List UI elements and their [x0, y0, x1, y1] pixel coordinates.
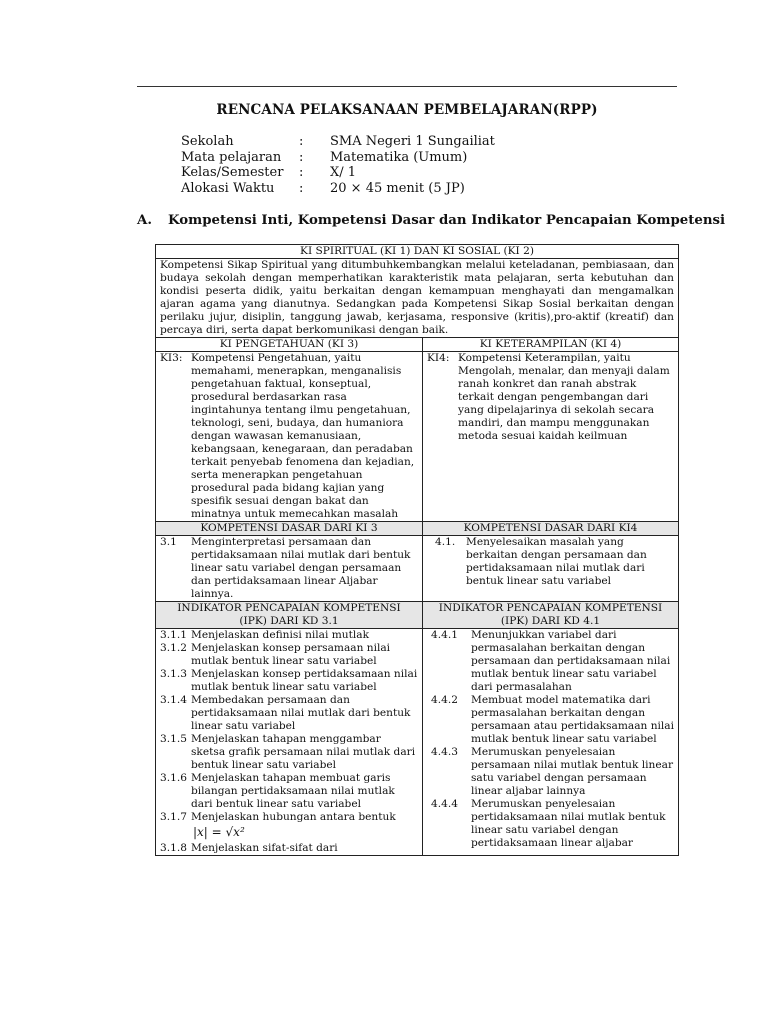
meta-value: SMA Negeri 1 Sungailiat	[330, 134, 495, 149]
ipk4-header-line2: (IPK) DARI KD 4.1	[500, 615, 601, 627]
ki4-label: KI4:	[427, 352, 450, 364]
ipk4-header	[423, 602, 679, 629]
ipk3-item	[160, 811, 418, 824]
ipk3-item	[160, 733, 418, 772]
ipk3-num: 3.1.4	[160, 694, 187, 706]
ki-spiritual-text: Kompetensi Sikap Spiritual yang ditumbuhkembangkan melalui keteladanan, pembiasaan, dan budaya sekolah dengan memperhatikan karakteristik mata pelajaran, serta kebutuhan dan kondisi peserta didik, yaitu berkaitan dengan kemampuan menghayati dan mengamalkan ajaran agama yang dianutnya. Sedangkan pada Kompetensi Sikap Sosial berkaitan dengan perilaku jujur, disiplin, tanggung jawab, kerjasama, responsive (kritis),pro-aktif (kreatif) dan percaya diri, serta dapat berkomunikasi dengan baik.	[156, 259, 679, 338]
ipk3-item	[160, 694, 418, 733]
meta-value: 20 × 45 menit (5 JP)	[330, 180, 465, 196]
ipk3-text: Menjelaskan tahapan menggambar sketsa grafik persamaan nilai mutlak dari bentuk linear satu variabel	[191, 733, 416, 771]
meta-value: X/ 1	[330, 165, 357, 180]
ipk3-item	[160, 668, 418, 694]
ipk3-num: 3.1.7	[160, 811, 187, 823]
ipk3-text: Menjelaskan konsep pertidaksamaan nilai mutlak bentuk linear satu variabel	[191, 668, 418, 693]
meta-key: Alokasi Waktu	[181, 180, 275, 196]
header-rule	[137, 86, 677, 87]
ipk4-text: Membuat model matematika dari permasalahan berkaitan dengan persamaan atau pertidaksamaan nilai mutlak bentuk linear satu variabel	[471, 694, 675, 745]
meta-key: Mata pelajaran	[181, 149, 282, 165]
competency-table	[155, 244, 679, 856]
ki3-header: KI PENGETAHUAN (KI 3)	[156, 338, 423, 352]
kd4-num: 4.1.	[435, 536, 456, 548]
meta-sep: :	[299, 180, 304, 196]
ki-spiritual-header: KI SPIRITUAL (KI 1) DAN KI SOSIAL (KI 2)	[156, 245, 679, 259]
ipk3-num: 3.1.5	[160, 733, 187, 745]
ki4-header: KI KETERAMPILAN (KI 4)	[423, 338, 679, 352]
ipk4-item	[427, 629, 674, 694]
ipk3-header	[156, 602, 423, 629]
kd3-header: KOMPETENSI DASAR DARI KI 3	[156, 522, 423, 536]
ipk3-num: 3.1.6	[160, 772, 187, 784]
ipk4-item	[427, 746, 674, 798]
meta-value: Matematika (Umum)	[330, 149, 468, 165]
ki3-text: Kompetensi Pengetahuan, yaitu memahami, menerapkan, menganalisis pengetahuan faktual, konseptual, prosedural berdasarkan rasa ingintahunya tentang ilmu pengetahuan, teknologi, seni, budaya, dan humaniora dengan wawasan kemanusiaan, kebangsaan, kenegaraan, dan peradaban terkait penyebab fenomena dan kejadian, serta menerapkan pengetahuan prosedural pada bidang kajian yang spesifik sesuai dengan bakat dan minatnya untuk memecahkan masalah	[191, 352, 415, 520]
ipk3-cell	[156, 629, 423, 856]
kd4-item	[427, 536, 674, 588]
section-title: Kompetensi Inti, Kompetensi Dasar dan Indikator Pencapaian Kompetensi	[168, 213, 726, 228]
ipk3-num: 3.1.2	[160, 642, 187, 654]
meta-sep: :	[299, 165, 304, 180]
ipk4-text: Merumuskan penyelesaian pertidaksamaan nilai mutlak bentuk linear satu variabel dengan pertidaksamaan linear aljabar	[471, 798, 666, 849]
ipk3-text: Menjelaskan hubungan antara bentuk	[191, 811, 396, 823]
kd4-text: Menyelesaikan masalah yang berkaitan dengan persamaan dan pertidaksamaan nilai mutlak dari bentuk linear satu variabel	[466, 536, 647, 587]
ki4-text: Kompetensi Keterampilan, yaitu Mengolah, menalar, dan menyaji dalam ranah konkret dan ranah abstrak terkait dengan pengembangan dari yang dipelajarinya di sekolah secara mandiri, dan mampu menggunakan metoda sesuai kaidah keilmuan	[458, 352, 670, 442]
ipk4-header-line1: INDIKATOR PENCAPAIAN KOMPETENSI	[438, 602, 663, 614]
meta-key: Kelas/Semester	[181, 165, 284, 180]
ki3-cell	[156, 352, 423, 522]
ipk3-item	[160, 642, 418, 668]
ipk3-text: Menjelaskan tahapan membuat garis bilangan pertidaksamaan nilai mutlak dari bentuk linear satu variabel	[191, 772, 395, 810]
ipk4-cell	[423, 629, 679, 856]
kd4-header: KOMPETENSI DASAR DARI KI4	[423, 522, 679, 536]
ipk4-item	[427, 798, 674, 850]
kd3-num: 3.1	[160, 536, 177, 548]
meta-row-alokasi	[181, 181, 495, 197]
section-letter: A.	[137, 213, 152, 228]
ipk4-num: 4.4.3	[431, 746, 458, 758]
meta-row-mapel	[181, 150, 495, 166]
ipk3-header-line1: INDIKATOR PENCAPAIAN KOMPETENSI	[177, 602, 401, 614]
ipk4-text: Menunjukkan variabel dari permasalahan berkaitan dengan persamaan dan pertidaksamaan nilai mutlak bentuk linear satu variabel dari permasalahan	[471, 629, 671, 693]
ipk3-text: Menjelaskan konsep persamaan nilai mutlak bentuk linear satu variabel	[191, 642, 391, 667]
ki3-item	[160, 352, 418, 521]
ipk4-num: 4.4.4	[431, 798, 458, 810]
kd3-text: Menginterpretasi persamaan dan pertidaksamaan nilai mutlak dari bentuk linear satu variabel dengan persamaan dan pertidaksamaan linear Aljabar lainnya.	[191, 536, 411, 600]
ipk4-text: Merumuskan penyelesaian persamaan nilai mutlak bentuk linear satu variabel dengan persamaan linear aljabar lainnya	[471, 746, 674, 797]
meta-sep: :	[299, 149, 304, 165]
ki3-label: KI3:	[160, 352, 183, 364]
formula-row	[160, 826, 418, 839]
ipk3-num: 3.1.3	[160, 668, 187, 680]
ipk3-item	[160, 842, 418, 855]
meta-sep: :	[299, 134, 304, 149]
ki4-cell	[423, 352, 679, 522]
kd3-cell	[156, 536, 423, 602]
ki4-item	[427, 352, 674, 443]
kd4-cell	[423, 536, 679, 602]
ipk3-header-line2: (IPK) DARI KD 3.1	[239, 615, 339, 627]
ipk3-text: Menjelaskan definisi nilai mutlak	[191, 629, 369, 641]
meta-row-sekolah	[181, 134, 495, 150]
ipk3-text: Membedakan persamaan dan pertidaksamaan nilai mutlak dari bentuk linear satu variabel	[191, 694, 411, 732]
ipk3-item	[160, 772, 418, 811]
document-meta	[181, 134, 495, 196]
section-heading	[137, 213, 725, 228]
meta-key: Sekolah	[181, 134, 234, 149]
ipk3-text: Menjelaskan sifat-sifat dari	[191, 842, 338, 854]
ipk3-item	[160, 629, 418, 642]
meta-row-kelas	[181, 165, 495, 181]
ipk3-num: 3.1.1	[160, 629, 187, 641]
ipk4-num: 4.4.2	[431, 694, 458, 706]
ipk4-item	[427, 694, 674, 746]
ipk3-num: 3.1.8	[160, 842, 187, 854]
ipk4-num: 4.4.1	[431, 629, 458, 641]
document-title: RENCANA PELAKSANAAN PEMBELAJARAN(RPP)	[216, 102, 598, 118]
kd3-item	[160, 536, 418, 601]
abs-sqrt-formula: |x| = √x²	[193, 825, 245, 839]
